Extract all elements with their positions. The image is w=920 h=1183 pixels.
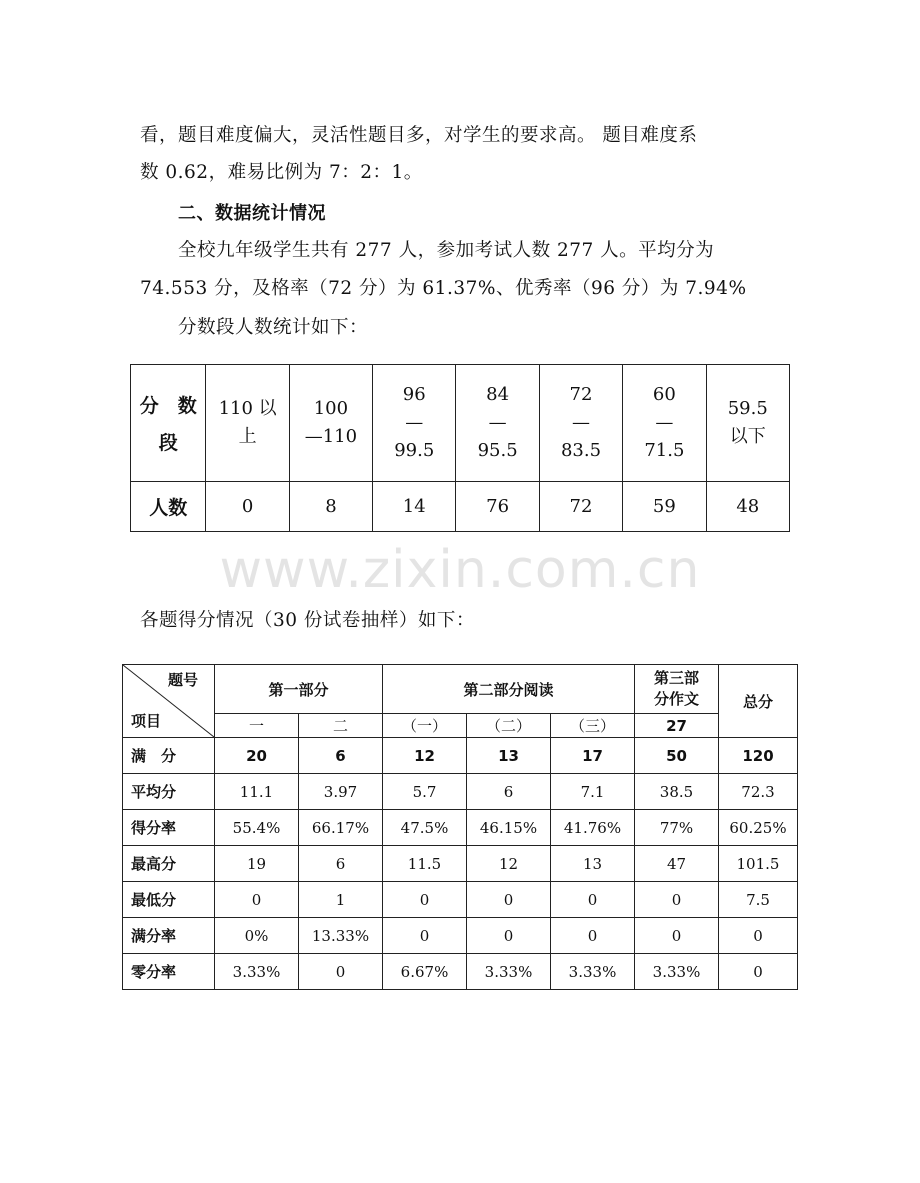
table-row: [123, 882, 798, 918]
table-cell: 3.33%: [467, 954, 551, 990]
range-cell: [206, 365, 289, 482]
sub-header: 27: [635, 714, 719, 738]
table-cell: 66.17%: [299, 810, 383, 846]
row-label: 最低分: [123, 882, 215, 918]
count-cell: 8: [289, 482, 372, 532]
table-cell: 41.76%: [551, 810, 635, 846]
table-cell: 11.5: [383, 846, 467, 882]
table-cell: 46.15%: [467, 810, 551, 846]
range-cell: [289, 365, 372, 482]
table-cell: 0: [383, 918, 467, 954]
row-label: 满 分: [123, 738, 215, 774]
table-cell: 3.33%: [215, 954, 299, 990]
range-bottom: 71.5: [644, 440, 685, 461]
count-cell: 0: [206, 482, 289, 532]
table-cell: 0: [635, 882, 719, 918]
range-bottom: —110: [304, 426, 358, 447]
table-cell: 12: [383, 738, 467, 774]
table-cell: 0: [467, 918, 551, 954]
part2-header: 第二部分阅读: [383, 665, 635, 714]
table-cell: 0: [551, 918, 635, 954]
table-cell: 47.5%: [383, 810, 467, 846]
sub-header: （二）: [467, 714, 551, 738]
table-row: [123, 774, 798, 810]
count-cell: 59: [623, 482, 706, 532]
sub-header: （一）: [383, 714, 467, 738]
count-cell: 48: [706, 482, 789, 532]
score-distribution-table: [130, 364, 790, 532]
table-cell: 0: [467, 882, 551, 918]
table-row: [123, 918, 798, 954]
count-row: [131, 482, 790, 532]
table-row: [123, 954, 798, 990]
range-bottom: 95.5: [477, 440, 518, 461]
range-top: 72: [569, 384, 593, 405]
table-cell: 13.33%: [299, 918, 383, 954]
stats-line-1: 全校九年级学生共有 277 人，参加考试人数 277 人。平均分为: [178, 240, 715, 261]
intro-line-2: 数 0.62，难易比例为 7：2：1。: [140, 162, 423, 183]
corner-cell: [123, 665, 215, 738]
range-bottom: 上: [238, 426, 257, 447]
table-cell: 5.7: [383, 774, 467, 810]
table-row: [123, 810, 798, 846]
corner-bottom-label: 项目: [131, 712, 162, 730]
row-label: 平均分: [123, 774, 215, 810]
table-cell: 13: [467, 738, 551, 774]
range-bottom: 以下: [729, 426, 766, 447]
sub-header: 二: [299, 714, 383, 738]
row-label: 得分率: [123, 810, 215, 846]
count-cell: 72: [539, 482, 622, 532]
row-label: 最高分: [123, 846, 215, 882]
range-dash: —: [572, 412, 590, 433]
range-top: 84: [486, 384, 510, 405]
table-cell: 11.1: [215, 774, 299, 810]
watermark: www.zixin.com.cn: [219, 540, 701, 600]
table-cell: 0: [551, 882, 635, 918]
intro-line-1: 看，题目难度偏大，灵活性题目多，对学生的要求高。 题目难度系: [140, 125, 698, 146]
item-caption: 各题得分情况（30 份试卷抽样）如下：: [140, 610, 475, 631]
section-heading: 二、数据统计情况: [178, 203, 326, 224]
table-cell: 12: [467, 846, 551, 882]
part1-header: 第一部分: [215, 665, 383, 714]
table-cell: 3.33%: [551, 954, 635, 990]
range-top: 110 以: [218, 398, 277, 419]
part3-line-2: 分作文: [653, 690, 699, 708]
range-header-bottom: 段: [158, 432, 178, 454]
table-cell: 17: [551, 738, 635, 774]
table-cell: 13: [551, 846, 635, 882]
table-cell: 1: [299, 882, 383, 918]
range-cell: [623, 365, 706, 482]
range-row: [131, 365, 790, 482]
item-rows: [123, 738, 798, 990]
table-cell: 7.5: [719, 882, 798, 918]
table-cell: 120: [719, 738, 798, 774]
range-top: 59.5: [727, 398, 768, 419]
sub-header: 一: [215, 714, 299, 738]
subheader-row: [123, 714, 798, 738]
table-cell: 0%: [215, 918, 299, 954]
table-cell: 3.33%: [635, 954, 719, 990]
table-cell: 0: [719, 954, 798, 990]
header-row: [123, 665, 798, 714]
table-cell: 7.1: [551, 774, 635, 810]
table-cell: 19: [215, 846, 299, 882]
table-cell: 0: [215, 882, 299, 918]
table-cell: 0: [383, 882, 467, 918]
range-top: 60: [652, 384, 676, 405]
range-top: 100: [313, 398, 349, 419]
table-cell: 38.5: [635, 774, 719, 810]
row-label: 零分率: [123, 954, 215, 990]
range-dash: —: [488, 412, 507, 433]
count-cell: 14: [373, 482, 456, 532]
count-label: 人数: [131, 482, 206, 532]
range-cell: [456, 365, 539, 482]
table-cell: 6: [467, 774, 551, 810]
range-header-top: 分 数: [139, 395, 197, 417]
table-row: [123, 846, 798, 882]
table-cell: 47: [635, 846, 719, 882]
table-cell: 0: [635, 918, 719, 954]
table-cell: 6.67%: [383, 954, 467, 990]
table-cell: 6: [299, 738, 383, 774]
part3-header: [635, 665, 719, 714]
item-score-table: [122, 664, 798, 990]
table-cell: 0: [719, 918, 798, 954]
table-cell: 55.4%: [215, 810, 299, 846]
range-header-cell: [131, 365, 206, 482]
table-cell: 3.97: [299, 774, 383, 810]
range-cell: [373, 365, 456, 482]
total-header: 总分: [719, 665, 798, 738]
range-cell: [539, 365, 622, 482]
range-bottom: 83.5: [560, 440, 602, 461]
stats-line-2: 74.553 分，及格率（72 分）为 61.37%、优秀率（96 分）为 7.94%: [140, 278, 747, 299]
table-cell: 60.25%: [719, 810, 798, 846]
table-row: [123, 738, 798, 774]
table-cell: 77%: [635, 810, 719, 846]
table-cell: 6: [299, 846, 383, 882]
count-cell: 76: [456, 482, 539, 532]
row-label: 满分率: [123, 918, 215, 954]
table-cell: 50: [635, 738, 719, 774]
corner-top-label: 题号: [167, 671, 198, 689]
table-cell: 0: [299, 954, 383, 990]
table-cell: 20: [215, 738, 299, 774]
distribution-caption: 分数段人数统计如下：: [178, 317, 369, 338]
range-bottom: 99.5: [394, 440, 435, 461]
table-cell: 101.5: [719, 846, 798, 882]
sub-header: （三）: [551, 714, 635, 738]
range-dash: —: [405, 412, 424, 433]
part3-line-1: 第三部: [653, 669, 699, 687]
range-cell: [706, 365, 789, 482]
table-cell: 72.3: [719, 774, 798, 810]
range-top: 96: [402, 384, 426, 405]
range-dash: —: [655, 412, 674, 433]
